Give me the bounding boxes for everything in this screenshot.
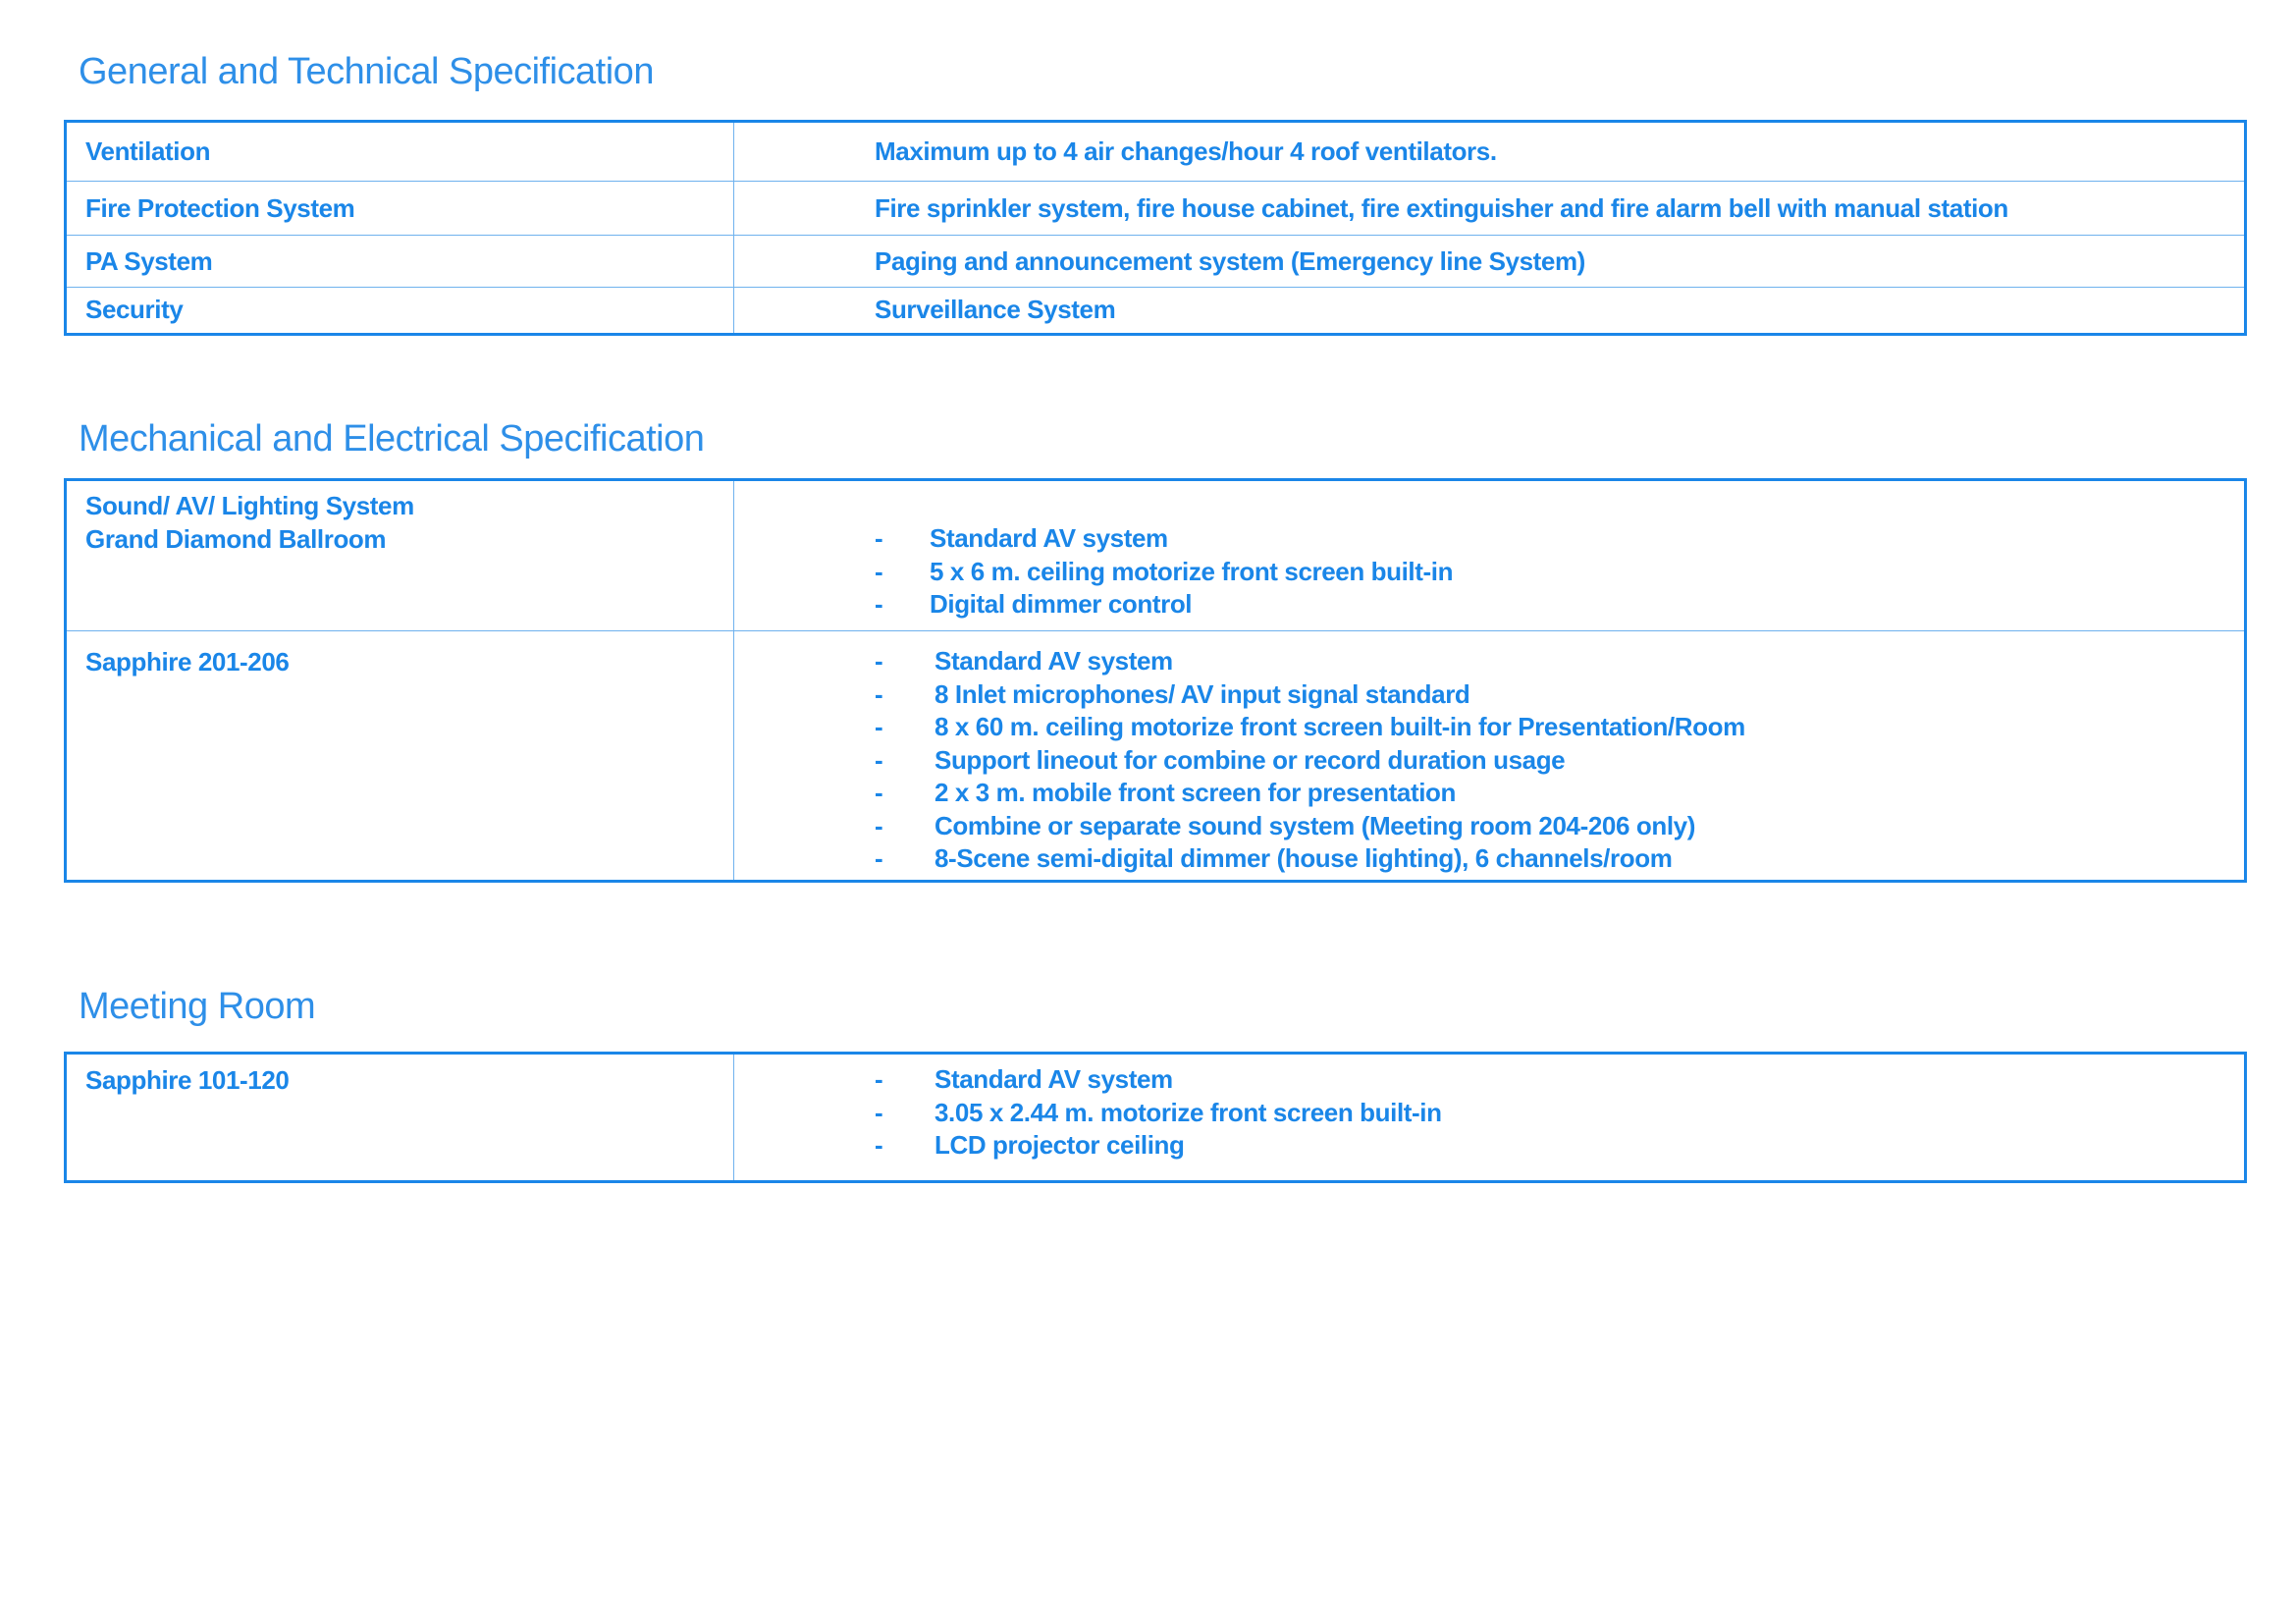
row-label-fire-protection: Fire Protection System [67, 182, 734, 235]
bullet-list [875, 645, 2244, 876]
list-item [875, 522, 2244, 556]
bullet-dash: - [875, 556, 883, 586]
row-value-pa-system: Paging and announcement system (Emergency line System) [875, 246, 1585, 276]
bullet-list [875, 1063, 2244, 1163]
meeting-room-spec-table [64, 1052, 2247, 1183]
bullet-dash: - [875, 589, 883, 619]
label-line-grand-diamond-ballroom: Grand Diamond Ballroom [85, 524, 387, 554]
row-label-sound-av-lighting [67, 481, 734, 630]
bullet-text: 8 Inlet microphones/ AV input signal standard [934, 678, 1470, 709]
table-row [67, 481, 2244, 630]
row-label-sapphire-201-206 [67, 631, 734, 880]
bullet-dash: - [875, 843, 883, 873]
list-item [875, 588, 2244, 622]
bullet-text: 8 x 60 m. ceiling motorize front screen built-in for Presentation/Room [934, 712, 1745, 741]
list-item [875, 678, 2244, 712]
bullet-text: 2 x 3 m. mobile front screen for presentation [934, 778, 1457, 807]
bullet-text: 3.05 x 2.44 m. motorize front screen built-in [934, 1097, 1442, 1127]
table-row [67, 1055, 2244, 1180]
row-value-fire-protection: Fire sprinkler system, fire house cabinet, fire extinguisher and fire alarm bell with manual station [875, 193, 2008, 223]
bullet-text: 5 x 6 m. ceiling motorize front screen built-in [930, 556, 1454, 586]
bullet-dash: - [875, 646, 883, 676]
bullet-text: Combine or separate sound system (Meeting room 204-206 only) [934, 810, 1695, 840]
table-row [67, 287, 2244, 333]
table-row [67, 630, 2244, 880]
table-row [67, 181, 2244, 235]
bullet-text: Standard AV system [930, 523, 1168, 553]
bullet-dash: - [875, 1130, 883, 1160]
section-title-meeting-room: Meeting Room [79, 986, 316, 1027]
bullet-dash: - [875, 744, 883, 775]
bullet-text: Support lineout for combine or record duration usage [934, 744, 1566, 775]
row-value-sapphire-101-120 [734, 1055, 2244, 1180]
row-value-sapphire-201-206 [734, 631, 2244, 880]
list-item [875, 711, 2244, 744]
row-label-ventilation: Ventilation [67, 123, 734, 181]
bullet-text: Standard AV system [934, 646, 1173, 676]
bullet-dash: - [875, 523, 883, 553]
bullet-dash: - [875, 712, 883, 741]
section-title-general-technical: General and Technical Specification [79, 51, 654, 92]
list-item [875, 1063, 2244, 1097]
bullet-text: LCD projector ceiling [934, 1130, 1185, 1160]
list-item [875, 744, 2244, 778]
bullet-list [875, 522, 2244, 622]
list-item [875, 810, 2244, 843]
general-technical-spec-table [64, 120, 2247, 336]
row-label-sapphire-101-120 [67, 1055, 734, 1180]
bullet-dash: - [875, 1064, 883, 1094]
bullet-text: Digital dimmer control [930, 589, 1193, 619]
list-item [875, 645, 2244, 678]
list-item [875, 777, 2244, 810]
list-item [875, 1097, 2244, 1130]
table-row [67, 123, 2244, 181]
label-line-sound-av-lighting: Sound/ AV/ Lighting System [85, 491, 414, 520]
row-value-ventilation: Maximum up to 4 air changes/hour 4 roof ventilators. [875, 136, 1497, 166]
list-item [875, 556, 2244, 589]
row-label-security: Security [67, 288, 734, 333]
bullet-dash: - [875, 678, 883, 709]
label-line-sapphire-201-206: Sapphire 201-206 [85, 647, 290, 677]
label-line-sapphire-101-120: Sapphire 101-120 [85, 1065, 290, 1095]
mechanical-electrical-spec-table [64, 478, 2247, 883]
bullet-dash: - [875, 1097, 883, 1127]
list-item [875, 1129, 2244, 1163]
row-label-pa-system: PA System [67, 236, 734, 287]
table-row [67, 235, 2244, 287]
bullet-text: Standard AV system [934, 1064, 1173, 1094]
list-item [875, 842, 2244, 876]
bullet-dash: - [875, 778, 883, 807]
bullet-dash: - [875, 810, 883, 840]
row-value-security: Surveillance System [875, 295, 1116, 324]
section-title-mechanical-electrical: Mechanical and Electrical Specification [79, 418, 705, 460]
bullet-text: 8-Scene semi-digital dimmer (house lighting), 6 channels/room [934, 843, 1673, 873]
row-value-grand-diamond-ballroom [734, 481, 2244, 630]
